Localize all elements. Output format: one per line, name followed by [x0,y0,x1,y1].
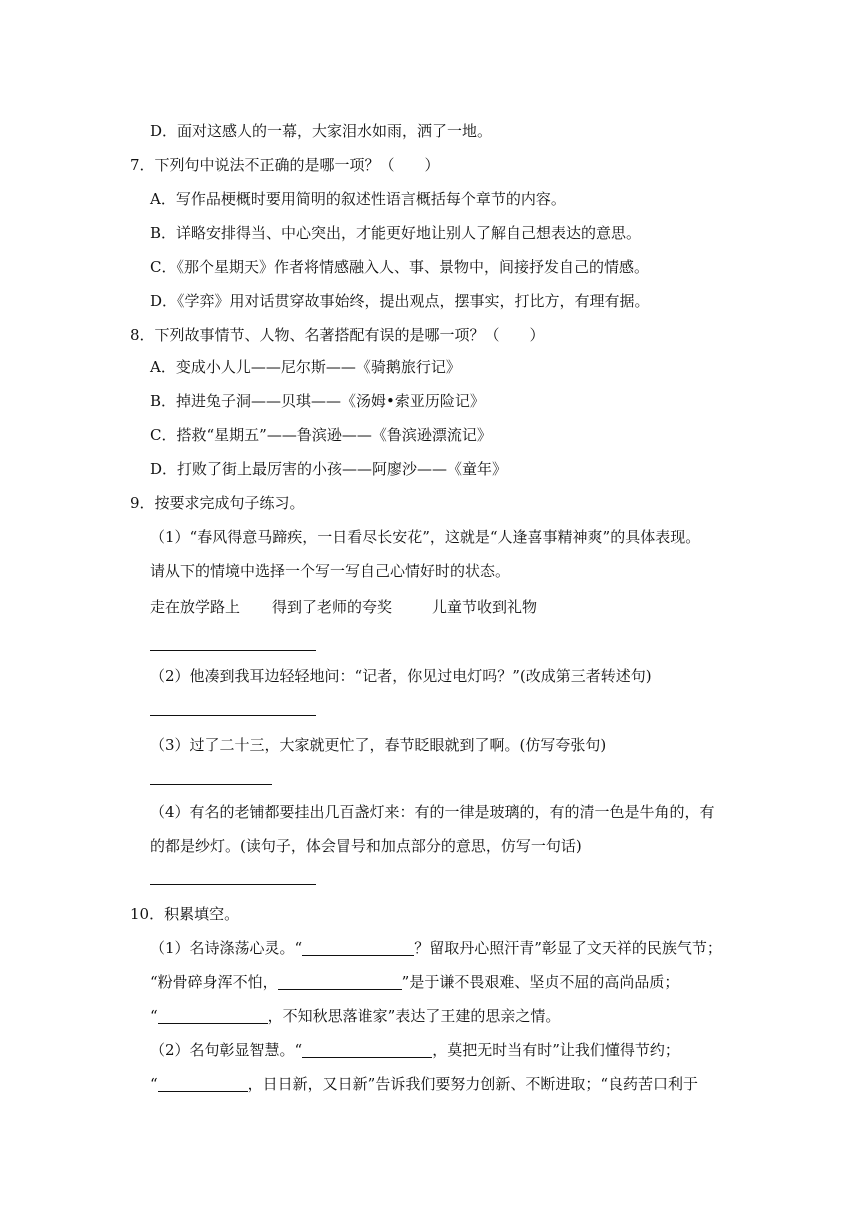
q10-stem: 10．积累填空。 [130,905,240,923]
q10-line5: “ ，日日新，又日新”告诉我们要努力创新、不断进取；“良药苦口利于 [150,1075,699,1093]
q9-part3-answer-line[interactable] [150,784,272,785]
q9-part4-answer-line[interactable] [150,884,316,885]
q9-part3: （3）过了二十三，大家就更忙了，春节眨眼就到了啊。(仿写夸张句) [150,736,607,754]
q9-part1-line1: （1）“春风得意马蹄疾，一日看尽长安花”，这就是“人逢喜事精神爽”的具体表现。 [150,528,701,546]
q9-part4-line1: （4）有名的老铺都要挂出几百盏灯来：有的一律是玻璃的，有的清一色是牛角的，有 [150,803,715,821]
q6-option-d: D．面对这感人的一幕，大家泪水如雨，洒了一地。 [150,122,493,140]
q9-part4-line2: 的都是纱灯。(读句子，体会冒号和加点部分的意思，仿写一句话) [150,837,582,855]
q9-part2: （2）他凑到我耳边轻轻地问：“记者，你见过电灯吗？”(改成第三者转述句) [150,667,652,685]
q9-stem: 9．按要求完成句子练习。 [130,494,305,512]
q10-blank-2[interactable] [278,973,402,990]
choice-teacher-praise: 得到了老师的夸奖 [272,598,393,616]
q10-line3: “ ，不知秋思落谁家”表达了王建的思亲之情。 [150,1007,561,1025]
q9-part1-line2: 请从下的情境中选择一个写一写自己心情好时的状态。 [150,562,511,580]
q10-line4: （2）名句彰显智慧。“ ，莫把无时当有时”让我们懂得节约； [150,1041,680,1059]
q10-blank-4[interactable] [302,1041,432,1058]
q7-option-a: A．写作品梗概时要用简明的叙述性语言概括每个章节的内容。 [150,190,566,208]
q10-blank-3[interactable] [158,1007,268,1024]
q7-option-c: C．《那个星期天》作者将情感融入人、事、景物中，间接抒发自己的情感。 [150,258,649,276]
q10-line2: “粉骨碎身浑不怕， ”是于谦不畏艰难、坚贞不屈的高尚品质； [150,973,680,991]
q9-choices [150,597,537,617]
q10-blank-1[interactable] [302,939,414,956]
q10-line1: （1）名诗涤荡心灵。“ ？留取丹心照汗青”彰显了文天祥的民族气节； [150,939,722,957]
q8-option-a: A．变成小人儿——尼尔斯——《骑鹅旅行记》 [150,358,461,376]
choice-after-school: 走在放学路上 [150,598,241,616]
q10-blank-5[interactable] [158,1075,248,1092]
choice-childrens-day-gift: 儿童节收到礼物 [432,598,538,616]
q7-option-d: D．《学弈》用对话贯穿故事始终，提出观点，摆事实，打比方，有理有据。 [150,292,650,310]
q9-part2-answer-line[interactable] [150,715,316,716]
q7-stem: 7．下列句中说法不正确的是哪一项？（ ） [130,156,440,174]
q8-option-d: D．打败了街上最厉害的小孩——阿廖沙——《童年》 [150,460,508,478]
q9-part1-answer-line[interactable] [150,650,316,651]
q8-stem: 8．下列故事情节、人物、名著搭配有误的是哪一项？（ ） [130,326,545,344]
q8-option-c: C．搭救“星期五”——鲁滨逊——《鲁滨逊漂流记》 [150,426,492,444]
q8-option-b: B．掉进兔子洞——贝琪——《汤姆•索亚历险记》 [150,392,485,410]
q7-option-b: B．详略安排得当、中心突出，才能更好地让别人了解自己想表达的意思。 [150,224,642,242]
